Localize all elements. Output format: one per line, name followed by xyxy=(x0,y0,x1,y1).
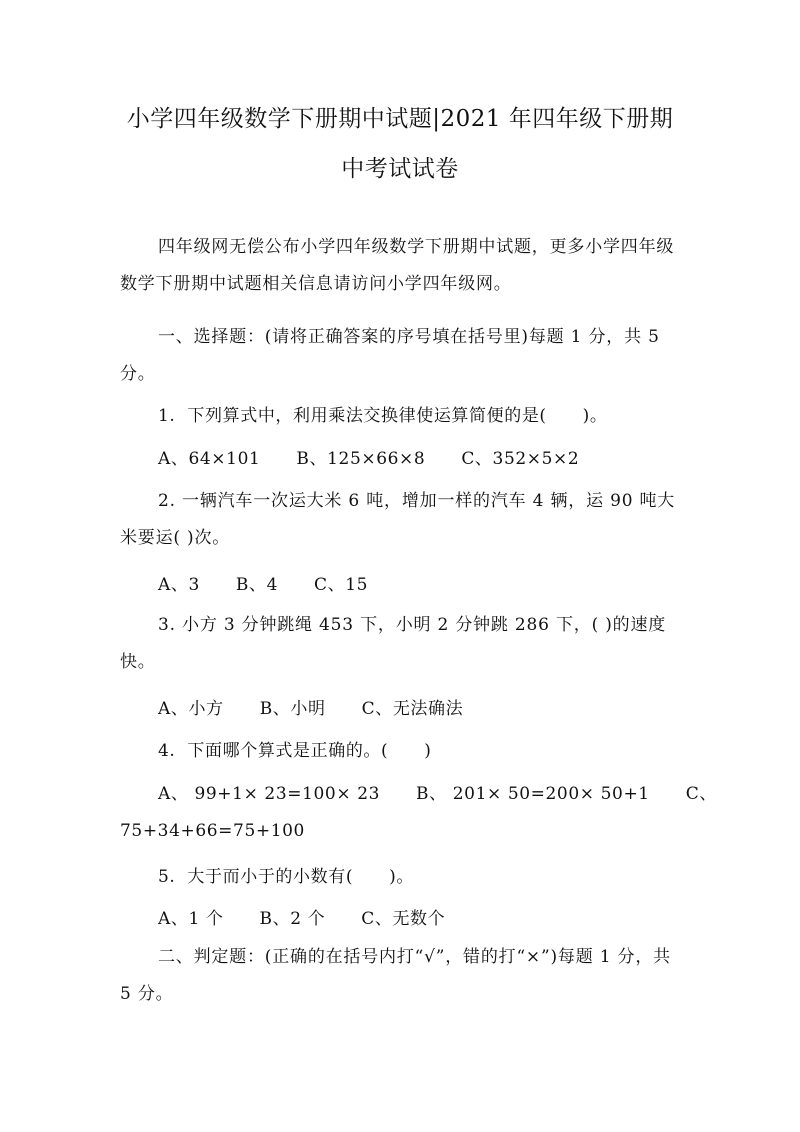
question-4-options-line-2: 75+34+66=75+100 xyxy=(120,821,305,841)
document-title xyxy=(110,94,690,194)
question-2: 2. 一辆汽车一次运大米 6 吨，增加一样的汽车 4 辆，运 90 吨大米要运( )次。 xyxy=(120,491,676,548)
question-4-options-line-1: A、 99+1× 23=100× 23 B、 201× 50=200× 50+1 C、 xyxy=(158,784,717,804)
question-1-options: A、64×101 B、125×66×8 C、352×5×2 xyxy=(158,449,580,469)
title-line-2: 中考试试卷 xyxy=(341,156,459,182)
question-3-options: A、小方 B、小明 C、无法确法 xyxy=(158,699,464,719)
title-line-1: 小学四年级数学下册期中试题|2021 年四年级下册期 xyxy=(126,106,674,132)
section2-heading: 二、判定题：(正确的在括号内打“√”，错的打“×”)每题 1 分，共 5 分。 xyxy=(120,947,671,1004)
question-5: 5. 大于而小于的小数有( )。 xyxy=(158,867,414,887)
question-3: 3. 小方 3 分钟跳绳 453 下，小明 2 分钟跳 286 下，( )的速度快。 xyxy=(120,615,667,672)
question-2-options: A、3 B、4 C、15 xyxy=(158,575,369,595)
question-4: 4. 下面哪个算式是正确的。( ) xyxy=(158,741,432,761)
question-1: 1. 下列算式中，利用乘法交换律使运算简便的是( )。 xyxy=(158,406,608,426)
question-5-options: A、1 个 B、2 个 C、无数个 xyxy=(158,909,446,929)
intro-paragraph: 四年级网无偿公布小学四年级数学下册期中试题，更多小学四年级数学下册期中试题相关信息请访问小学四年级网。 xyxy=(120,237,675,294)
section1-heading: 一、选择题：(请将正确答案的序号填在括号里)每题 1 分，共 5 分。 xyxy=(120,327,660,384)
